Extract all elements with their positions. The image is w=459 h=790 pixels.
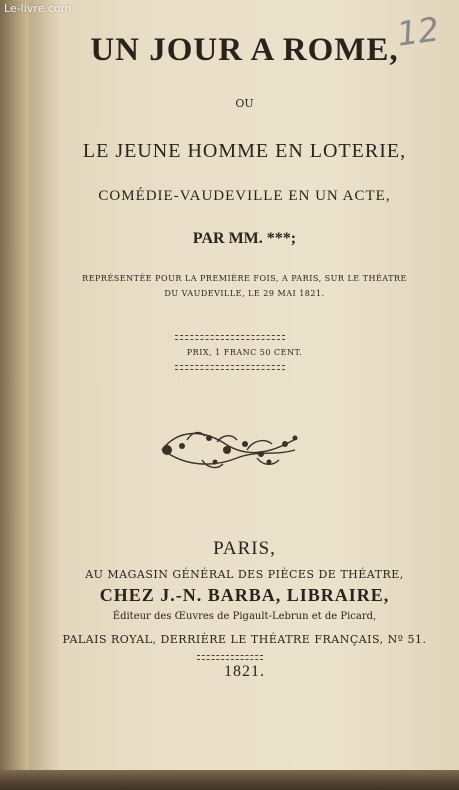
- play-title: UN JOUR A ROME,: [90, 32, 399, 68]
- publisher-line-3: Éditeur des Œuvres de Pigault-Lebrun et de Picard,: [112, 611, 377, 622]
- watermark: Le-livre.com: [4, 2, 72, 15]
- publisher-line-1: AU MAGASIN GÉNÉRAL DES PIÈCES DE THÉATRE,: [85, 568, 404, 581]
- conjunction-text: OU: [235, 97, 254, 110]
- floral-vignette-icon: [157, 420, 303, 474]
- decorative-rule-top: [175, 335, 285, 340]
- decorative-rule-bottom: [175, 365, 285, 370]
- publisher-name: CHEZ J.-N. BARBA, LIBRAIRE,: [99, 585, 390, 605]
- page-bottom-edge: [0, 770, 459, 790]
- performance-line-1: REPRÉSENTÉE POUR LA PREMIÈRE FOIS, A PARIS, SUR LE THÉATRE: [82, 274, 407, 283]
- pencil-annotation: 12: [394, 9, 442, 54]
- performance-line-2: DU VAUDEVILLE, LE 29 MAI 1821.: [164, 289, 325, 298]
- author-line: PAR MM. ***;: [192, 230, 297, 247]
- decorative-rule-small: [197, 655, 263, 660]
- genre-line: COMÉDIE-VAUDEVILLE EN UN ACTE,: [98, 188, 391, 204]
- imprint-city: PARIS,: [213, 538, 276, 559]
- publication-year: 1821.: [224, 663, 265, 680]
- play-subtitle: LE JEUNE HOMME EN LOTERIE,: [82, 140, 407, 162]
- price-text: PRIX, 1 FRANC 50 CENT.: [186, 348, 303, 357]
- publisher-address: PALAIS ROYAL, DERRIÈRE LE THÉATRE FRANÇAIS, Nº 51.: [62, 633, 427, 646]
- book-spine: [0, 0, 34, 790]
